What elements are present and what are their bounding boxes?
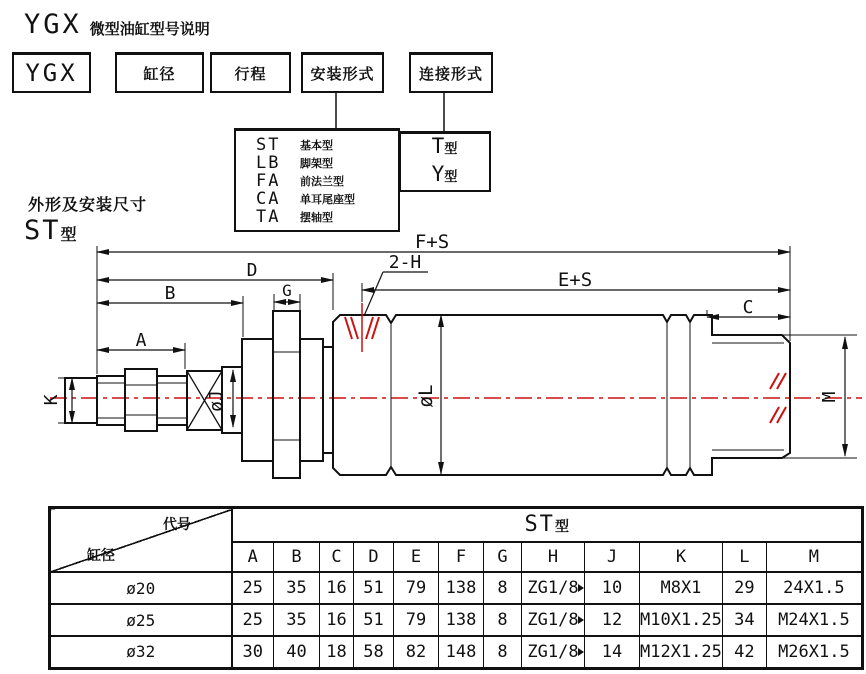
dim-label-2h: 2-H <box>388 252 422 273</box>
flow-box-connect <box>409 52 493 93</box>
corner-label-bore: 缸径 <box>87 548 115 564</box>
section-title-dimensions: 外形及安装尺寸 <box>28 195 148 214</box>
mount-option-desc: 基本型 <box>300 138 333 152</box>
col-header-e: E <box>394 542 439 572</box>
mount-option-code: ST <box>256 134 281 155</box>
mount-option-code: LB <box>256 152 281 173</box>
mount-option-code: CA <box>256 188 281 209</box>
table-cell: 10 <box>585 572 640 604</box>
port-marks <box>345 303 786 423</box>
page-title-text: 微型油缸型号说明 <box>89 20 210 38</box>
dim-label-dia-j: øJ <box>206 390 227 412</box>
table-cell: 30 <box>232 636 274 668</box>
table-cell: 138 <box>439 604 484 636</box>
table-cell: 24X1.5 <box>766 572 862 604</box>
flow-box-ygx <box>12 52 91 93</box>
table-cell: 8 <box>484 636 522 668</box>
mount-option-desc: 前法兰型 <box>300 174 344 188</box>
table-cell: 138 <box>439 572 484 604</box>
table-cell: 8 <box>484 572 522 604</box>
flow-box-ygx-label: YGX <box>25 59 78 87</box>
table-cell: 14 <box>585 636 640 668</box>
dim-label-g: G <box>282 281 292 300</box>
table-cell: 42 <box>722 636 766 668</box>
table-cell: 29 <box>722 572 766 604</box>
table-cell: ZG1/8 <box>522 572 585 604</box>
flow-box-stroke-label: 行程 <box>234 64 267 83</box>
table-cell: 8 <box>484 604 522 636</box>
table-cell: ZG1/8 <box>522 604 585 636</box>
flow-connectors <box>336 90 444 131</box>
table-cell: 35 <box>274 572 320 604</box>
connect-option-suffix: 型 <box>444 142 459 157</box>
dimension-table <box>48 506 864 670</box>
table-cell: M10X1.25 <box>640 604 723 636</box>
dim-label-m: M <box>819 391 840 403</box>
table-cell: 34 <box>722 604 766 636</box>
table-cell: 12 <box>585 604 640 636</box>
table-cell: 79 <box>394 604 439 636</box>
mount-option-desc: 摆轴型 <box>300 210 333 224</box>
col-header-k: K <box>640 542 723 572</box>
page-title-code: YGX <box>24 9 82 40</box>
table-cell: ZG1/8 <box>522 636 585 668</box>
connect-option-y <box>432 162 459 190</box>
col-header-l: L <box>722 542 766 572</box>
connect-option-code: T <box>431 134 445 158</box>
dim-label-fs: F+S <box>414 231 450 253</box>
dim-label-dia-l: øL <box>415 384 437 408</box>
bore-label: ø25 <box>50 604 232 636</box>
mount-option-desc: 脚架型 <box>300 156 333 170</box>
section-type-code: ST <box>24 215 61 246</box>
table-corner-cell <box>50 508 232 573</box>
page-title <box>24 6 210 38</box>
table-cell: 51 <box>354 604 394 636</box>
table-cell: M24X1.5 <box>766 604 862 636</box>
table-cell: M26X1.5 <box>766 636 862 668</box>
table-cell: 40 <box>274 636 320 668</box>
table-cell: 51 <box>354 572 394 604</box>
extension-lines <box>58 246 857 458</box>
table-cell: 16 <box>320 572 354 604</box>
mount-option-code: TA <box>256 206 281 227</box>
flow-box-stroke <box>210 52 291 93</box>
table-cell: M8X1 <box>640 572 723 604</box>
table-cell: 79 <box>394 572 439 604</box>
table-cell: 148 <box>439 636 484 668</box>
table-cell: M12X1.25 <box>640 636 723 668</box>
flow-box-bore <box>115 52 204 93</box>
mount-option-code: FA <box>256 170 281 191</box>
col-header-a: A <box>232 542 274 572</box>
dim-label-b: B <box>164 283 176 304</box>
flow-box-bore-label: 缸径 <box>143 64 176 83</box>
dim-label-k: K <box>41 394 62 406</box>
group-header-suffix: 型 <box>554 519 569 536</box>
col-header-b: B <box>274 542 320 572</box>
col-header-m: M <box>766 542 862 572</box>
flow-box-mount <box>301 52 384 93</box>
mount-option-st <box>256 136 398 154</box>
table-cell: 58 <box>354 636 394 668</box>
mount-option-ca <box>256 190 398 208</box>
flow-box-connect-label: 连接形式 <box>418 64 483 83</box>
table-row <box>50 604 863 636</box>
table-cell: 18 <box>320 636 354 668</box>
table-row <box>50 572 863 604</box>
table-cell: 25 <box>232 604 274 636</box>
dim-label-d: D <box>246 260 258 281</box>
mount-option-ta <box>256 208 398 226</box>
col-header-g: G <box>484 542 522 572</box>
connect-option-suffix: 型 <box>444 170 459 185</box>
col-header-c: C <box>320 542 354 572</box>
table-cell: 16 <box>320 604 354 636</box>
connect-options-box <box>399 131 491 192</box>
dim-label-c: C <box>742 297 754 318</box>
mount-options-box <box>234 128 400 232</box>
bore-label: ø20 <box>50 572 232 604</box>
corner-label-code: 代号 <box>163 517 191 533</box>
section-title-type <box>24 214 77 244</box>
table-row <box>50 636 863 668</box>
connect-option-t <box>432 134 459 162</box>
col-header-d: D <box>354 542 394 572</box>
section-type-suffix: 型 <box>60 225 77 245</box>
col-header-j: J <box>585 542 640 572</box>
table-group-header <box>232 508 863 542</box>
table-cell: 35 <box>274 604 320 636</box>
mount-option-lb <box>256 154 398 172</box>
dim-label-es: E+S <box>557 269 593 291</box>
col-header-f: F <box>439 542 484 572</box>
group-header-code: ST <box>524 512 555 538</box>
mount-option-desc: 单耳尾座型 <box>300 192 355 206</box>
flow-box-mount-label: 安装形式 <box>310 64 375 83</box>
dim-label-a: A <box>135 330 147 351</box>
col-header-h: H <box>522 542 585 572</box>
table-cell: 25 <box>232 572 274 604</box>
bore-label: ø32 <box>50 636 232 668</box>
connect-option-code: Y <box>431 162 445 186</box>
dimension-lines <box>72 252 845 474</box>
table-cell: 82 <box>394 636 439 668</box>
mount-option-fa <box>256 172 398 190</box>
